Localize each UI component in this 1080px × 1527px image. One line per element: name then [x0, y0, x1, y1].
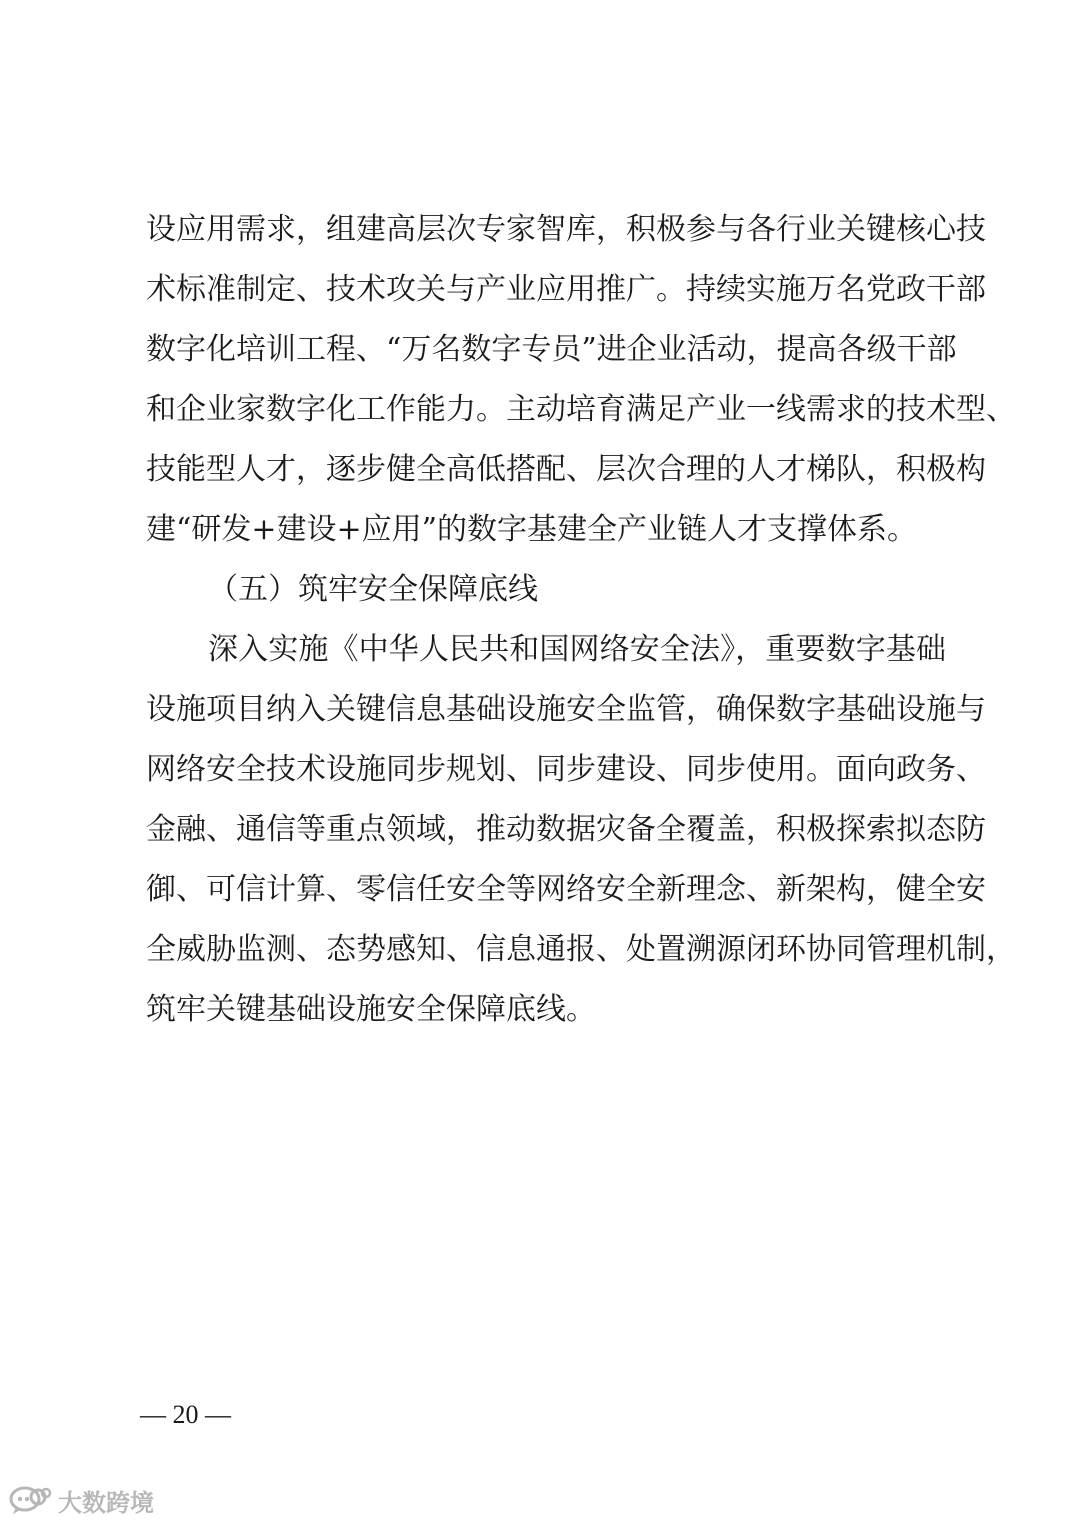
paragraph-line: 网络安全技术设施同步规划、同步建设、同步使用。面向政务、 — [146, 752, 986, 787]
paragraph-line: 和企业家数字化工作能力。主动培育满足产业一线需求的技术型、 — [146, 392, 1016, 427]
paragraph-line: 御、可信计算、零信任安全等网络安全新理念、新架构，健全安 — [146, 872, 986, 907]
paragraph-line: 数字化培训工程、“万名数字专员”进企业活动，提高各级干部 — [146, 332, 957, 367]
chat-bubble-icon — [8, 1485, 52, 1515]
watermark-text: 大数跨境 — [58, 1488, 154, 1517]
paragraph-line: 深入实施《中华人民共和国网络安全法》，重要数字基础 — [208, 632, 946, 667]
paragraph-line: 建“研发+建设+应用”的数字基建全产业链人才支撑体系。 — [146, 512, 917, 547]
paragraph-line: 设施项目纳入关键信息基础设施安全监管，确保数字基础设施与 — [146, 692, 986, 727]
section-heading: （五）筑牢安全保障底线 — [208, 572, 538, 607]
paragraph-line: 术标准制定、技术攻关与产业应用推广。持续实施万名党政干部 — [146, 272, 986, 307]
paragraph-line: 金融、通信等重点领域，推动数据灾备全覆盖，积极探索拟态防 — [146, 812, 986, 847]
paragraph-line: 全威胁监测、态势感知、信息通报、处置溯源闭环协同管理机制， — [146, 932, 1016, 967]
page-number: — 20 — — [140, 1400, 231, 1429]
paragraph-line: 技能型人才，逐步健全高低搭配、层次合理的人才梯队，积极构 — [146, 452, 986, 487]
document-body — [146, 204, 1016, 1044]
paragraph-line: 设应用需求，组建高层次专家智库，积极参与各行业关键核心技 — [146, 212, 986, 247]
watermark — [8, 1482, 154, 1518]
paragraph-line: 筑牢关键基础设施安全保障底线。 — [146, 992, 596, 1027]
